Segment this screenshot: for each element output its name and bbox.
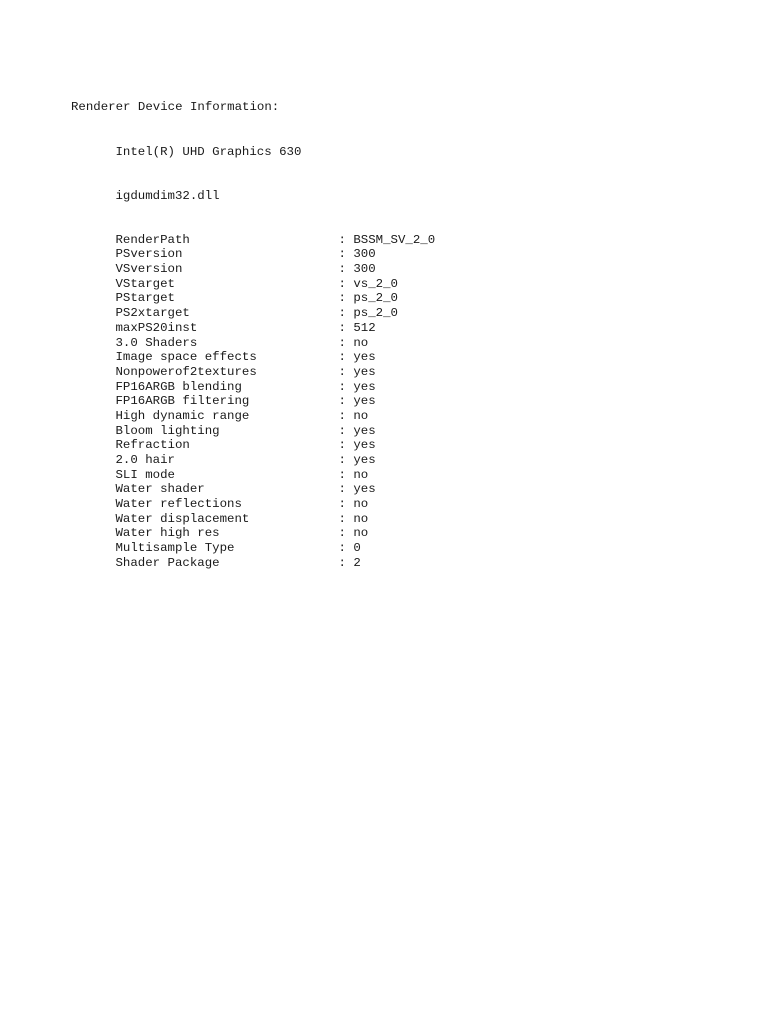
property-row bbox=[71, 291, 435, 306]
property-separator: : bbox=[338, 453, 354, 467]
property-separator: : bbox=[338, 320, 354, 335]
property-separator: : bbox=[338, 482, 354, 497]
property-row bbox=[71, 365, 435, 380]
property-separator: : bbox=[338, 467, 354, 482]
property-value: 512 bbox=[353, 320, 376, 335]
property-separator: : bbox=[338, 541, 354, 556]
property-key: SLI mode bbox=[115, 467, 175, 482]
property-value: yes bbox=[353, 364, 376, 379]
property-separator: : bbox=[338, 394, 354, 409]
property-row bbox=[71, 556, 435, 571]
property-row bbox=[71, 512, 435, 527]
property-key: PSversion bbox=[115, 247, 183, 262]
property-value: ps_2_0 bbox=[353, 291, 398, 306]
property-row bbox=[71, 380, 435, 395]
property-row bbox=[71, 438, 435, 453]
property-key: FP16ARGB filtering bbox=[115, 394, 250, 409]
renderer-info-document bbox=[71, 71, 435, 585]
property-value: yes bbox=[353, 423, 376, 438]
property-separator: : bbox=[338, 232, 354, 247]
property-row bbox=[71, 497, 435, 512]
property-row bbox=[71, 424, 435, 439]
property-row bbox=[71, 321, 435, 336]
property-separator: : bbox=[338, 262, 354, 277]
property-value: no bbox=[353, 408, 369, 423]
property-value: no bbox=[353, 467, 369, 482]
property-key: Nonpowerof2textures bbox=[115, 364, 257, 379]
property-value: 0 bbox=[353, 541, 361, 556]
property-value: 300 bbox=[353, 262, 376, 277]
property-key: PS2xtarget bbox=[115, 306, 190, 321]
property-value: yes bbox=[353, 350, 376, 365]
property-key: Bloom lighting bbox=[115, 423, 220, 438]
property-value: yes bbox=[353, 379, 376, 394]
property-separator: : bbox=[338, 408, 354, 423]
property-key: FP16ARGB blending bbox=[115, 379, 242, 394]
property-value: yes bbox=[353, 453, 376, 467]
property-key: High dynamic range bbox=[115, 408, 250, 423]
property-key: VSversion bbox=[115, 262, 183, 277]
property-row bbox=[71, 453, 435, 468]
property-separator: : bbox=[338, 276, 354, 291]
property-value: 2 bbox=[353, 555, 361, 570]
property-value: ps_2_0 bbox=[353, 306, 398, 321]
property-separator: : bbox=[338, 335, 354, 350]
property-row bbox=[71, 526, 435, 541]
device-name: Intel(R) UHD Graphics 630 bbox=[115, 144, 302, 159]
property-value: yes bbox=[353, 394, 376, 409]
property-key: VStarget bbox=[115, 276, 175, 291]
property-key: Water shader bbox=[115, 482, 205, 497]
property-row bbox=[71, 262, 435, 277]
property-separator: : bbox=[338, 306, 354, 321]
property-separator: : bbox=[338, 247, 354, 262]
property-key: 3.0 Shaders bbox=[115, 335, 198, 350]
property-key: Water displacement bbox=[115, 511, 250, 526]
property-separator: : bbox=[338, 423, 354, 438]
property-row bbox=[71, 482, 435, 497]
property-value: yes bbox=[353, 482, 376, 497]
property-key: Multisample Type bbox=[115, 541, 235, 556]
property-key: PStarget bbox=[115, 291, 175, 306]
property-row bbox=[71, 247, 435, 262]
renderer-info-heading: Renderer Device Information: bbox=[71, 100, 280, 115]
property-row bbox=[71, 336, 435, 351]
property-value: no bbox=[353, 526, 369, 541]
property-key: 2.0 hair bbox=[115, 453, 175, 467]
property-list bbox=[71, 233, 435, 571]
property-key: Shader Package bbox=[115, 555, 220, 570]
property-value: no bbox=[353, 335, 369, 350]
property-key: Water reflections bbox=[115, 497, 242, 512]
property-row bbox=[71, 233, 435, 248]
property-separator: : bbox=[338, 379, 354, 394]
property-key: maxPS20inst bbox=[115, 320, 198, 335]
property-row bbox=[71, 350, 435, 365]
property-row bbox=[71, 468, 435, 483]
property-value: no bbox=[353, 511, 369, 526]
property-separator: : bbox=[338, 497, 354, 512]
property-value: 300 bbox=[353, 247, 376, 262]
property-row bbox=[71, 541, 435, 556]
property-separator: : bbox=[338, 526, 354, 541]
property-value: yes bbox=[353, 438, 376, 453]
property-key: RenderPath bbox=[115, 232, 190, 247]
property-key: Refraction bbox=[115, 438, 190, 453]
property-value: BSSM_SV_2_0 bbox=[353, 232, 436, 247]
property-separator: : bbox=[338, 511, 354, 526]
property-row bbox=[71, 409, 435, 424]
property-row bbox=[71, 394, 435, 409]
property-separator: : bbox=[338, 438, 354, 453]
property-separator: : bbox=[338, 364, 354, 379]
property-row bbox=[71, 277, 435, 292]
property-separator: : bbox=[338, 555, 354, 570]
property-key: Image space effects bbox=[115, 350, 257, 365]
property-value: no bbox=[353, 497, 369, 512]
property-separator: : bbox=[338, 350, 354, 365]
property-separator: : bbox=[338, 291, 354, 306]
property-key: Water high res bbox=[115, 526, 220, 541]
driver-file: igdumdim32.dll bbox=[115, 188, 220, 203]
property-value: vs_2_0 bbox=[353, 276, 398, 291]
property-row bbox=[71, 306, 435, 321]
